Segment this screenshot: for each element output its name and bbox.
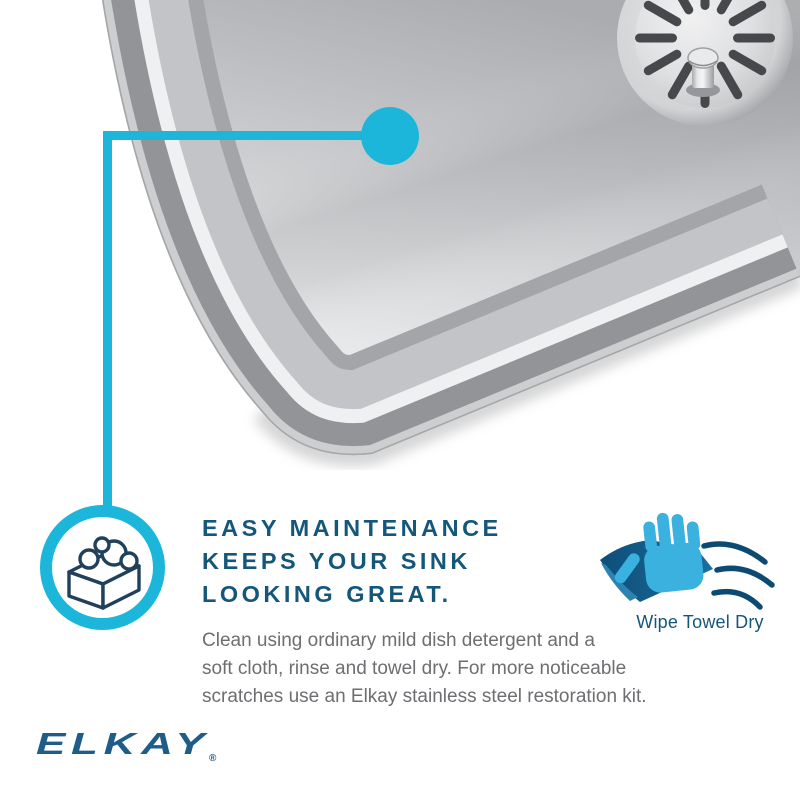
headline-line-3: LOOKING GREAT. (202, 581, 452, 607)
wipe-towel-hand-icon (585, 503, 795, 623)
feature-badge (40, 505, 165, 630)
soap-sponge-icon (59, 522, 147, 614)
headline-line-1: EASY MAINTENANCE (202, 515, 502, 541)
registered-trademark: ® (209, 753, 217, 764)
body-line-1: Clean using ordinary mild dish detergent and a (202, 630, 595, 651)
brand-logo: ELKAY (36, 726, 211, 761)
callout-line-horizontal (103, 131, 390, 140)
headline (202, 512, 502, 611)
body-line-2: soft cloth, rinse and towel dry. For more noticeable (202, 658, 627, 679)
motion-arcs-icon (704, 544, 772, 607)
callout-line-vertical (103, 131, 112, 508)
wipe-towel-dry-label: Wipe Towel Dry (636, 612, 764, 632)
callout-dot (361, 107, 419, 165)
body-text (202, 627, 647, 711)
body-line-3: scratches use an Elkay stainless steel restoration kit. (202, 686, 647, 707)
headline-line-2: KEEPS YOUR SINK (202, 548, 471, 574)
